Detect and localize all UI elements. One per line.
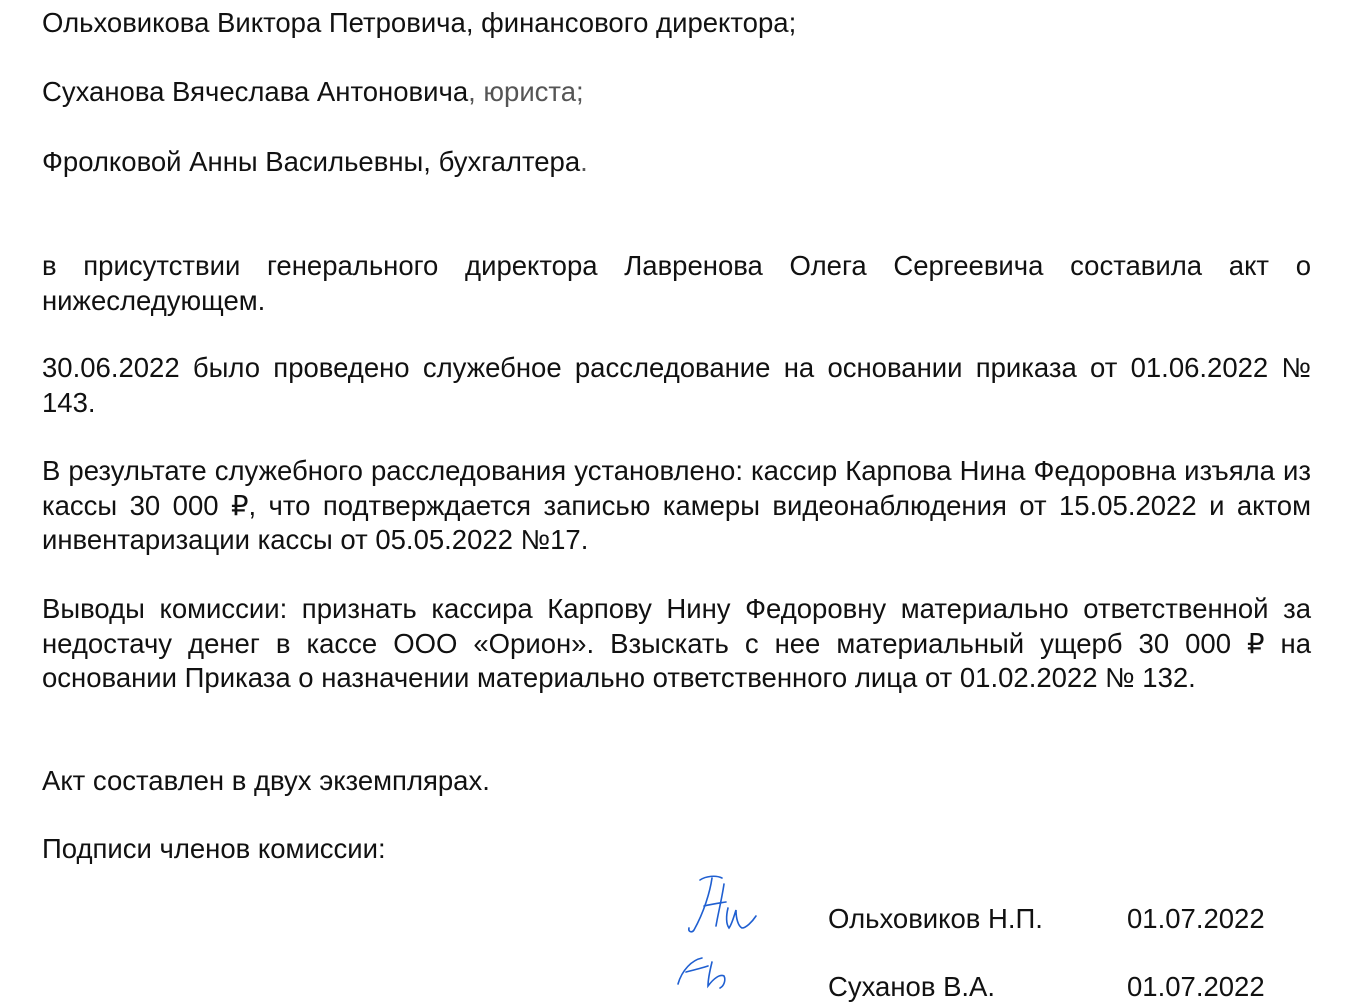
member-end: ; (788, 7, 797, 38)
commission-member-1 (42, 6, 796, 41)
signature-row-2 (0, 948, 1346, 1008)
member-role: финансового директора (481, 7, 789, 38)
member-role: бухгалтера (438, 146, 581, 177)
member-separator: , (465, 7, 482, 38)
paragraph-findings: В результате служебного расследования установлено: кассир Карпова Нина Федоровна изъяла из кассы 30 000 ₽, что подтверждается записью камеры видеонаблюдения от 15.05.2022 и актом инвентаризации кассы от 05.05.2022 №17. (42, 455, 1311, 555)
member-name: Ольховикова Виктора Петровича (42, 7, 466, 38)
paragraph-signatures-heading: Подписи членов комиссии: (42, 833, 386, 864)
paragraph-investigation: 30.06.2022 было проведено служебное расследование на основании приказа от 01.06.2022 № 143. (42, 352, 1311, 418)
signatory-name: Суханов В.А. (828, 971, 996, 1002)
member-end: . (580, 146, 588, 177)
paragraph-presence: в присутствии генерального директора Лавренова Олега Сергеевича составила акт о нижеследующем. (42, 250, 1311, 316)
handwritten-signature-icon (682, 872, 762, 936)
signature-row-1 (0, 870, 1346, 934)
paragraph-conclusions: Выводы комиссии: признать кассира Карпову Нину Федоровну материально ответственной за недостачу денег в кассе ООО «Орион». Взыскать с нее материальный ущерб 30 000 ₽ на основании Приказа о назначении материально ответственного лица от 01.02.2022 № 132. (42, 593, 1311, 693)
commission-member-2 (42, 75, 584, 110)
handwritten-signature-icon (668, 952, 748, 992)
member-name: Фролковой Анны Васильевны (42, 146, 424, 177)
signatory-name: Ольховиков Н.П. (828, 903, 1043, 934)
paragraph-copies: Акт составлен в двух экземплярах. (42, 765, 490, 796)
member-end: ; (576, 76, 584, 107)
member-role: юриста (483, 76, 577, 107)
commission-member-3 (42, 145, 588, 180)
member-separator: , (468, 76, 484, 107)
member-name: Суханова Вячеслава Антоновича (42, 76, 469, 107)
signature-date: 01.07.2022 (1127, 903, 1265, 934)
member-separator: , (423, 146, 439, 177)
signature-date: 01.07.2022 (1127, 971, 1265, 1002)
